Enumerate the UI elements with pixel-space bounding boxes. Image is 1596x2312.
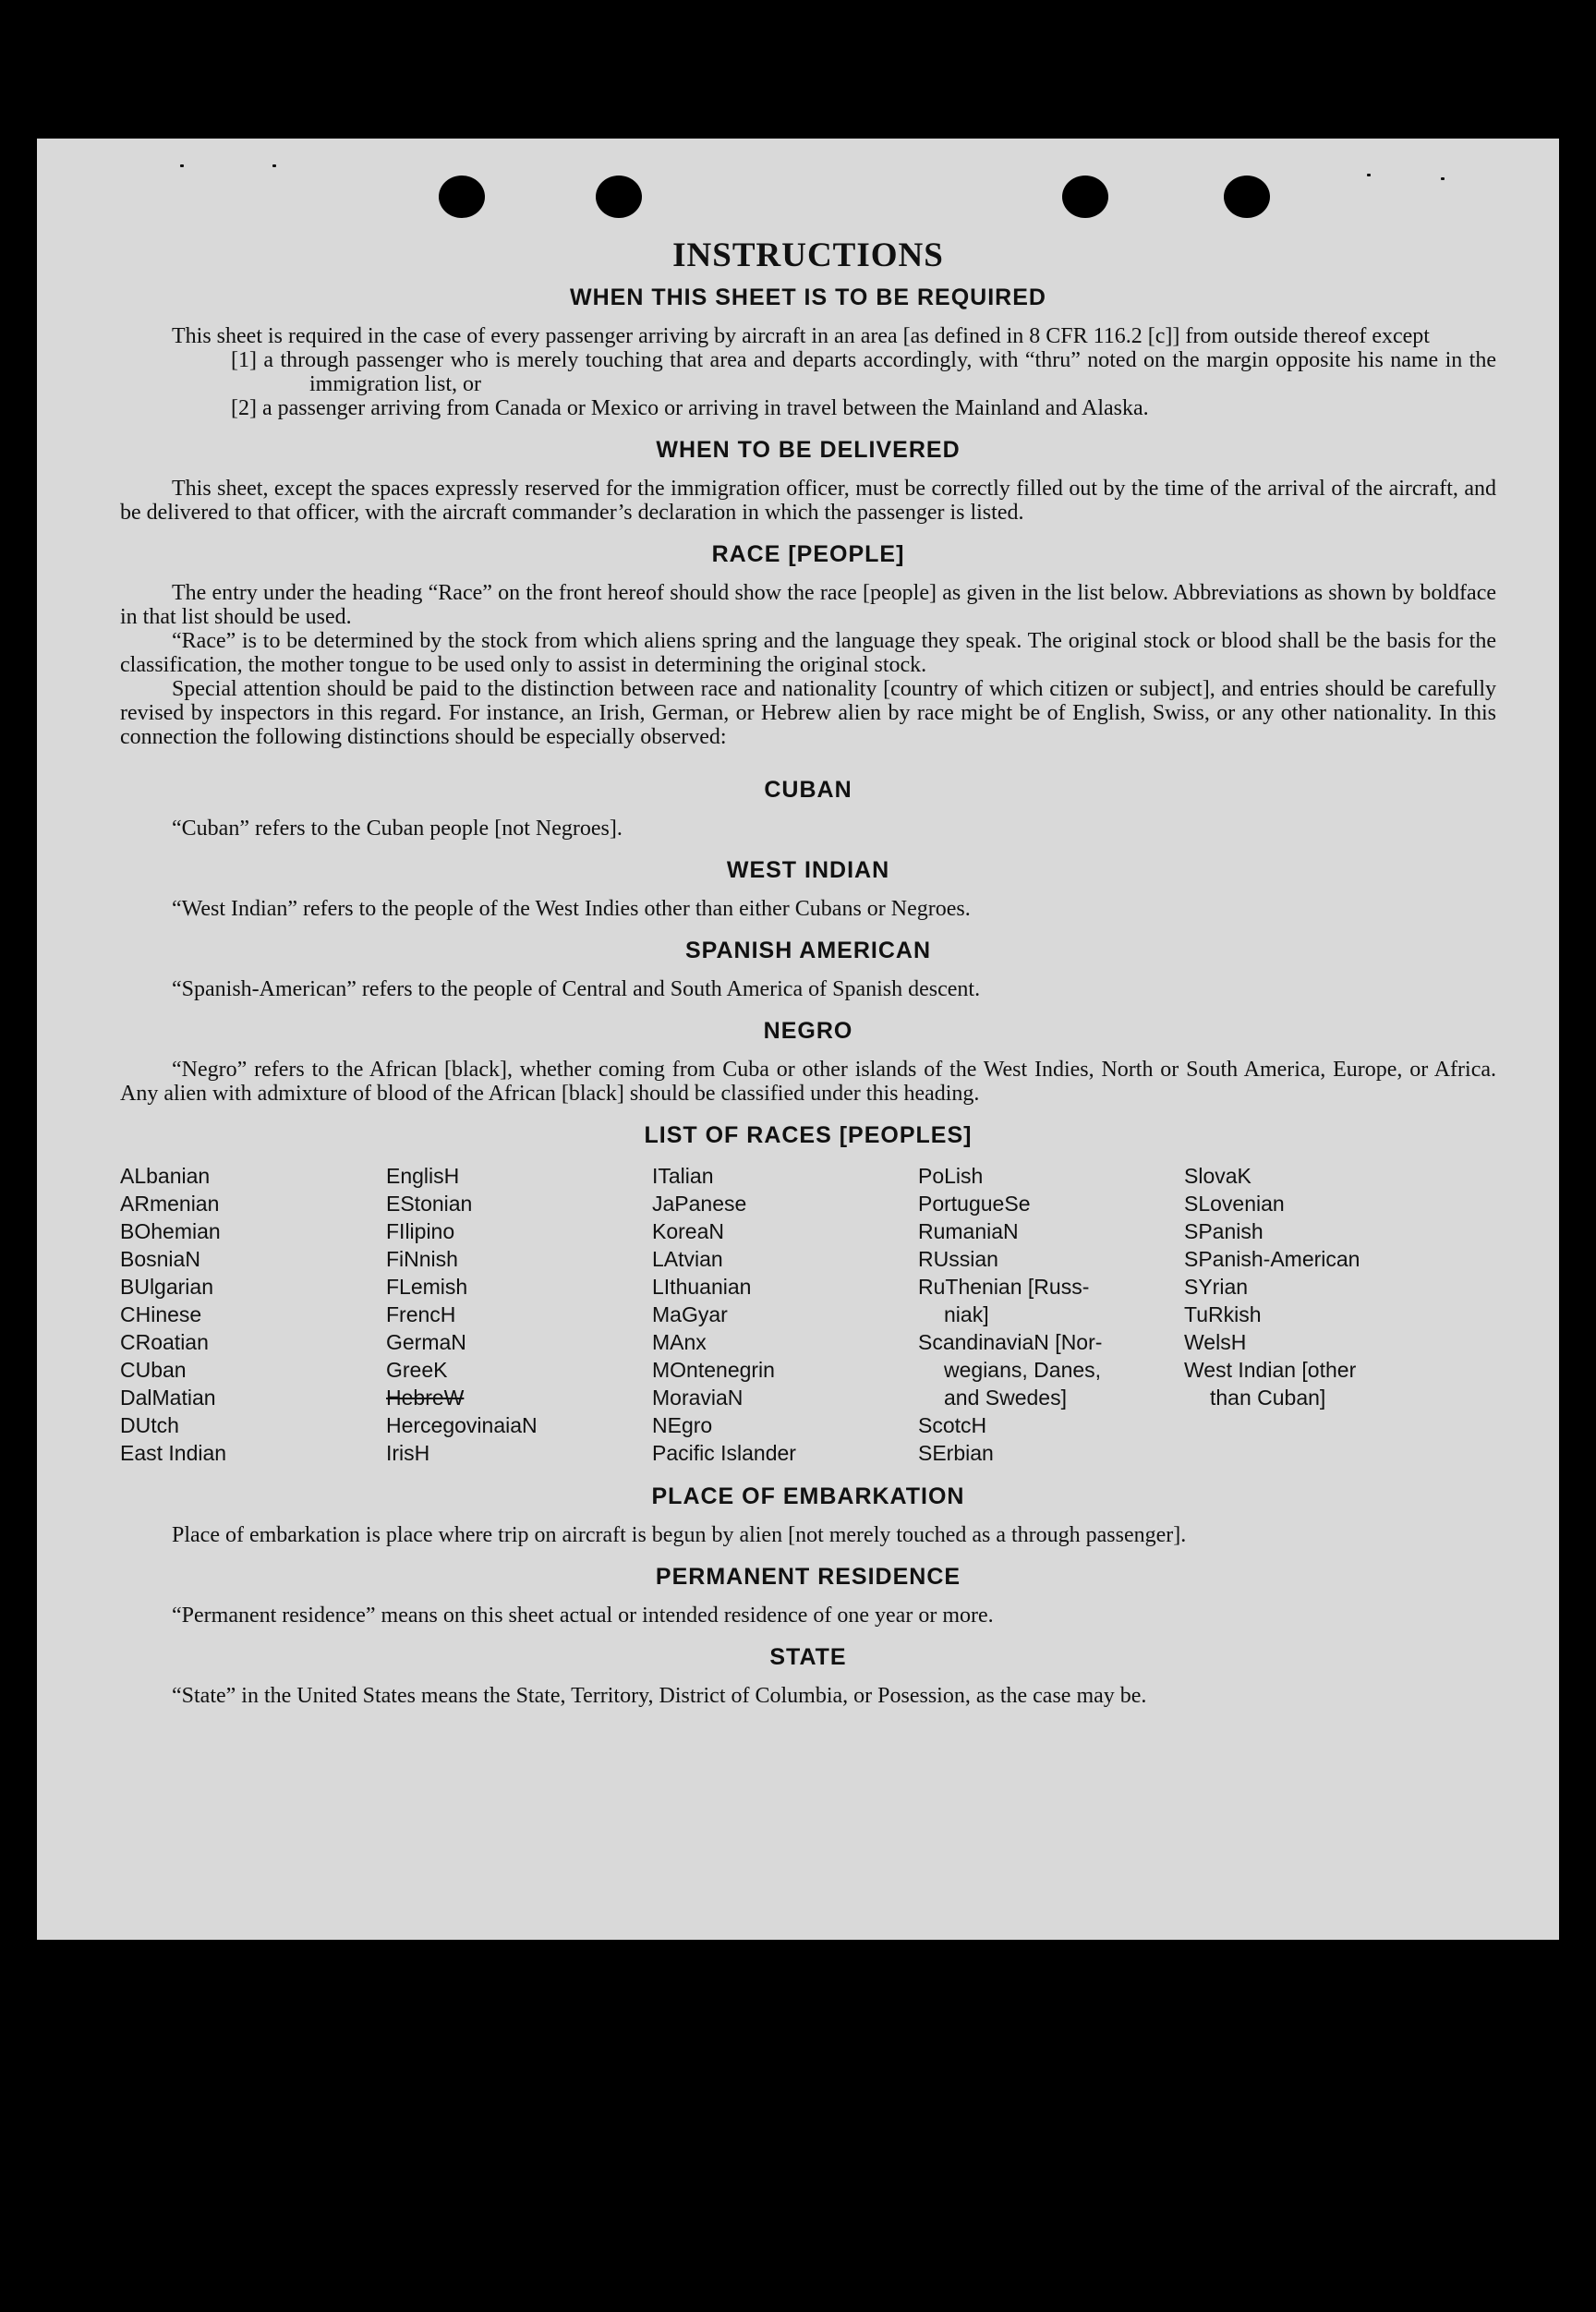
heading-negro: NEGRO: [763, 1018, 853, 1044]
race-item: EnglisH: [386, 1164, 460, 1188]
race-item: GreeK: [386, 1358, 448, 1382]
punch-hole: [1224, 176, 1270, 218]
punch-hole: [439, 176, 485, 218]
race-item: RumaniaN: [918, 1219, 1019, 1243]
race-item: RUssian: [918, 1247, 998, 1271]
race-item: MaGyar: [652, 1302, 728, 1326]
race-item: MoraviaN: [652, 1386, 744, 1410]
race-item: HercegovinaiaN: [386, 1413, 538, 1437]
races-column-3: [652, 1162, 918, 1467]
race-item: ScotcH: [918, 1413, 987, 1437]
speck: [180, 164, 184, 167]
heading-place-of-embarkation: PLACE OF EMBARKATION: [651, 1483, 965, 1509]
race-item: BOhemian: [120, 1219, 221, 1243]
paragraph-race-3: Special attention should be paid to the distinction between race and nationality [country of which citizen or subject], and entries should be carefully revised by inspectors in this regard. For instance, an Irish, German, or Hebrew alien by race might be of English, Swiss, or any other nationality. In this connection the following distinctions should be especially observed:: [120, 677, 1496, 749]
race-item-continued: niak]: [944, 1302, 989, 1326]
punch-hole: [596, 176, 642, 218]
race-item: ARmenian: [120, 1192, 220, 1216]
paragraph-cuban: “Cuban” refers to the Cuban people [not Negroes].: [172, 817, 623, 841]
race-item: SErbian: [918, 1441, 994, 1465]
races-column-5: [1184, 1162, 1450, 1467]
race-item: NEgro: [652, 1413, 713, 1437]
race-item: DUtch: [120, 1413, 179, 1437]
race-item: CRoatian: [120, 1330, 209, 1354]
race-item: PoLish: [918, 1164, 984, 1188]
race-item: FiNnish: [386, 1247, 458, 1271]
paragraph-permanent-residence: “Permanent residence” means on this sheet actual or intended residence of one year or more.: [172, 1604, 994, 1628]
heading-when-delivered: WHEN TO BE DELIVERED: [656, 437, 961, 463]
race-item: DalMatian: [120, 1386, 216, 1410]
race-item: RuThenian [Russ-: [918, 1275, 1090, 1299]
race-item-continued: and Swedes]: [944, 1386, 1067, 1410]
race-item: FLemish: [386, 1275, 468, 1299]
race-item: West Indian [other: [1184, 1358, 1357, 1382]
race-item: TuRkish: [1184, 1302, 1262, 1326]
race-item: ScandinaviaN [Nor-: [918, 1330, 1103, 1354]
race-item: SLovenian: [1184, 1192, 1285, 1216]
paragraph-when-required: This sheet is required in the case of every passenger arriving by aircraft in an area [as defined in 8 CFR 116.2 [c]] from outside thereof except: [172, 324, 1430, 348]
paragraph-place-of-embarkation: Place of embarkation is place where trip on aircraft is begun by alien [not merely touched as a through passenger].: [172, 1523, 1187, 1547]
page-title: INSTRUCTIONS: [672, 236, 944, 274]
race-item: IrisH: [386, 1441, 430, 1465]
race-item: East Indian: [120, 1441, 227, 1465]
heading-spanish-american: SPANISH AMERICAN: [684, 938, 931, 963]
races-column-1: [120, 1162, 386, 1467]
paragraph-west-indian: “West Indian” refers to the people of the West Indies other than either Cubans or Negroes.: [172, 897, 971, 921]
race-item: LIthuanian: [652, 1275, 752, 1299]
heading-list-of-races: LIST OF RACES [PEOPLES]: [644, 1122, 973, 1148]
instructions-content: [120, 236, 1496, 1708]
race-item: BosniaN: [120, 1247, 200, 1271]
race-item: MAnx: [652, 1330, 707, 1354]
races-column-4: [918, 1162, 1184, 1467]
exception-item-2: [2] a passenger arriving from Canada or Mexico or arriving in travel between the Mainland and Alaska.: [231, 396, 1149, 420]
race-item: KoreaN: [652, 1219, 724, 1243]
race-item: WelsH: [1184, 1330, 1247, 1354]
heading-when-required: WHEN THIS SHEET IS TO BE REQUIRED: [570, 284, 1046, 310]
race-item: ALbanian: [120, 1164, 211, 1188]
speck: [1367, 174, 1371, 176]
exception-item-1: [1] a through passenger who is merely touching that area and departs accordingly, with “thru” noted on the margin opposite his name in the immigration list, or: [231, 348, 1496, 396]
heading-cuban: CUBAN: [764, 777, 852, 803]
race-item: CHinese: [120, 1302, 202, 1326]
paragraph-negro: “Negro” refers to the African [black], whether coming from Cuba or other islands of the West Indies, North or South America, Europe, or Africa. Any alien with admixture of blood of the African [black] should be classified under this heading.: [120, 1058, 1496, 1106]
race-item: EStonian: [386, 1192, 473, 1216]
race-item-continued: wegians, Danes,: [944, 1358, 1102, 1382]
race-item: LAtvian: [652, 1247, 723, 1271]
race-item-struck: HebreW: [386, 1386, 465, 1410]
race-item: ITalian: [652, 1164, 714, 1188]
race-item: PortugueSe: [918, 1192, 1031, 1216]
race-item: SPanish: [1184, 1219, 1264, 1243]
paragraph-when-delivered: This sheet, except the spaces expressly reserved for the immigration officer, must be correctly filled out by the time of the arrival of the aircraft, and be delivered to that officer, with the aircraft commander’s declaration in which the passenger is listed.: [120, 477, 1496, 525]
speck: [1441, 177, 1445, 180]
document-sheet: [37, 139, 1559, 1940]
race-item-continued: than Cuban]: [1210, 1386, 1326, 1410]
race-item: MOntenegrin: [652, 1358, 775, 1382]
race-item: SlovaK: [1184, 1164, 1251, 1188]
paragraph-state: “State” in the United States means the State, Territory, District of Columbia, or Posession, as the case may be.: [172, 1684, 1147, 1708]
race-item: GermaN: [386, 1330, 466, 1354]
race-item: JaPanese: [652, 1192, 747, 1216]
races-column-2: [386, 1162, 652, 1467]
race-item: BUlgarian: [120, 1275, 213, 1299]
speck: [272, 164, 276, 167]
paragraph-spanish-american: “Spanish-American” refers to the people of Central and South America of Spanish descent.: [172, 977, 981, 1001]
paragraph-race-2: “Race” is to be determined by the stock from which aliens spring and the language they speak. The original stock or blood shall be the basis for the classification, the mother tongue to be used only to assist in determining the original stock.: [120, 629, 1496, 677]
race-item: CUban: [120, 1358, 187, 1382]
race-item: Pacific Islander: [652, 1441, 796, 1465]
race-item: SPanish-American: [1184, 1247, 1360, 1271]
races-list: [120, 1162, 1496, 1467]
race-item: FIlipino: [386, 1219, 455, 1243]
heading-race: RACE [PEOPLE]: [711, 541, 905, 567]
heading-west-indian: WEST INDIAN: [726, 857, 890, 883]
paragraph-race-1: The entry under the heading “Race” on the front hereof should show the race [people] as given in the list below. Abbreviations as shown by boldface in that list should be used.: [120, 581, 1496, 629]
race-item: FrencH: [386, 1302, 456, 1326]
race-item: SYrian: [1184, 1275, 1249, 1299]
heading-state: STATE: [769, 1644, 847, 1670]
heading-permanent-residence: PERMANENT RESIDENCE: [655, 1564, 961, 1590]
punch-hole: [1062, 176, 1108, 218]
